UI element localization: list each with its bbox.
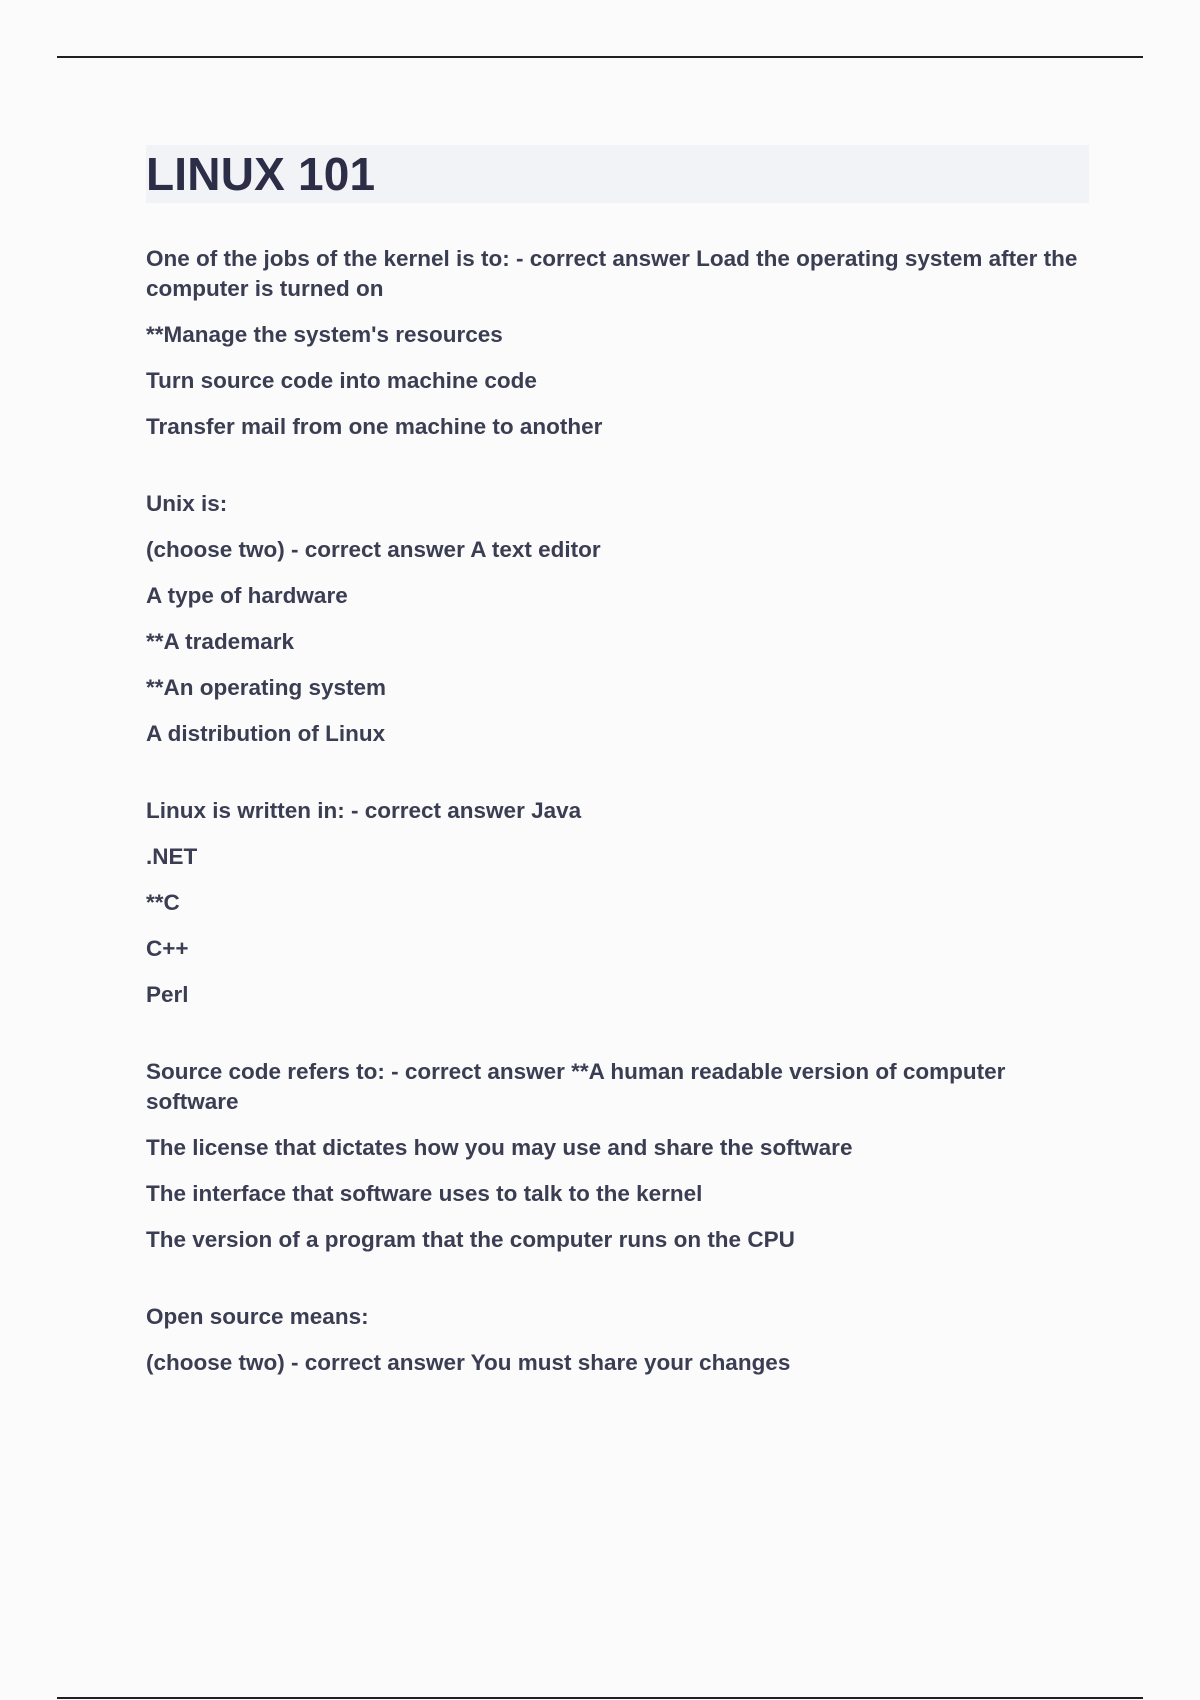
question-text: Source code refers to: - correct answer **A human readable version of computer software <box>146 1059 1006 1114</box>
answer-option: **An operating system <box>146 675 387 700</box>
answer-option: The interface that software uses to talk to the kernel <box>146 1181 703 1206</box>
top-rule <box>57 56 1143 58</box>
question-text: Unix is: <box>146 491 228 516</box>
question-block <box>146 244 1086 442</box>
question-block <box>146 796 1086 1010</box>
page-title: LINUX 101 <box>146 148 376 200</box>
answer-option: The version of a program that the computer runs on the CPU <box>146 1227 795 1252</box>
answer-option: **A trademark <box>146 629 294 654</box>
answer-option: Perl <box>146 982 189 1007</box>
question-block <box>146 489 1086 749</box>
answer-option: Transfer mail from one machine to another <box>146 414 603 439</box>
answer-option: **C <box>146 890 180 915</box>
question-block <box>146 1302 1086 1378</box>
bottom-rule <box>57 1697 1143 1699</box>
question-text: One of the jobs of the kernel is to: - correct answer Load the operating system after the computer is turned on <box>146 246 1078 301</box>
answer-option: .NET <box>146 844 198 869</box>
question-block <box>146 1057 1086 1255</box>
question-text: Linux is written in: - correct answer Java <box>146 798 582 823</box>
answer-option: (choose two) - correct answer A text editor <box>146 537 601 562</box>
answer-option: **Manage the system's resources <box>146 322 503 347</box>
answer-option: C++ <box>146 936 189 961</box>
answer-option: The license that dictates how you may use and share the software <box>146 1135 853 1160</box>
document-body <box>146 244 1086 1425</box>
answer-option: Turn source code into machine code <box>146 368 537 393</box>
answer-option: (choose two) - correct answer You must share your changes <box>146 1350 791 1375</box>
answer-option: A distribution of Linux <box>146 721 386 746</box>
answer-option: A type of hardware <box>146 583 348 608</box>
question-text: Open source means: <box>146 1304 369 1329</box>
